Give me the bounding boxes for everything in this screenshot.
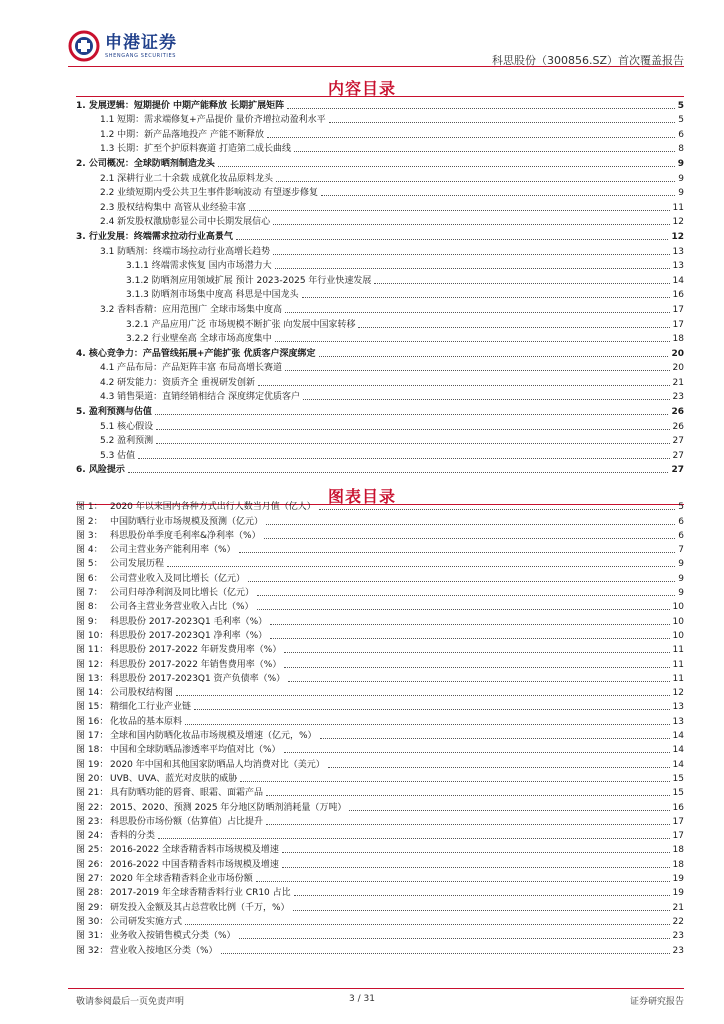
dot-leader <box>320 738 670 739</box>
company-logo <box>68 30 177 62</box>
toc-entry-text: 5. 盈利预测与估值 <box>76 407 152 418</box>
toc-entry-page: 8 <box>678 144 684 155</box>
dot-leader <box>156 429 669 430</box>
toc-entry-text: 5.1 核心假设 <box>100 421 154 432</box>
toc-entry-text: 4. 核心竞争力：产品管线拓展+产能扩张 优质客户深度绑定 <box>76 348 316 359</box>
dot-leader <box>221 953 670 954</box>
figure-entry-text: UVB、UVA、蓝光对皮肤的威胁 <box>110 773 238 784</box>
figure-entry[interactable] <box>76 670 684 684</box>
figure-entry-page: 15 <box>672 788 684 799</box>
dot-leader <box>176 695 670 696</box>
toc-entry-page: 17 <box>672 304 684 315</box>
figure-entry[interactable] <box>76 584 684 598</box>
dot-leader <box>270 624 669 625</box>
toc-list <box>76 96 684 475</box>
figure-entry[interactable] <box>76 813 684 827</box>
toc-entry-page: 12 <box>671 231 684 242</box>
figure-entry-text: 全球和国内防晒化妆品市场规模及增速（亿元，%） <box>110 731 317 742</box>
toc-entry-text: 1.2 中期：新产品落地投产 产能不断释放 <box>100 129 265 140</box>
figure-entry-label: 图 20： <box>76 773 109 784</box>
figure-entry[interactable] <box>76 798 684 812</box>
toc-entry[interactable] <box>76 432 684 447</box>
dot-leader <box>319 356 669 357</box>
dot-leader <box>284 667 669 668</box>
shengang-logo-icon <box>68 30 100 62</box>
figure-entry-text: 公司发展历程 <box>110 559 165 570</box>
toc-entry-page: 26 <box>671 407 684 418</box>
toc-entry[interactable] <box>76 402 684 417</box>
dot-leader <box>239 938 670 939</box>
dot-leader <box>321 195 675 196</box>
figure-entry[interactable] <box>76 784 684 798</box>
figure-entry-label: 图 3： <box>76 530 103 541</box>
figure-entry-text: 科思股份 2017-2023Q1 净利率（%） <box>110 630 268 641</box>
figure-entry-page: 13 <box>672 716 684 727</box>
figure-entry[interactable] <box>76 641 684 655</box>
page-header <box>68 30 684 66</box>
figure-entry-label: 图 6： <box>76 573 103 584</box>
dot-leader <box>294 895 670 896</box>
figure-entry-page: 6 <box>678 516 684 527</box>
figure-entry-text: 研发投入金额及其占总营收比例（千万，%） <box>110 902 290 913</box>
toc-entry-text: 3.2.2 行业壁垒高 全球市场高度集中 <box>126 334 272 345</box>
figure-entry[interactable] <box>76 527 684 541</box>
dot-leader <box>266 824 670 825</box>
figure-entry-page: 11 <box>672 673 684 684</box>
figure-entry[interactable] <box>76 841 684 855</box>
toc-entry[interactable] <box>76 300 684 315</box>
toc-entry-text: 2. 公司概况：全球防晒剂制造龙头 <box>76 158 215 169</box>
toc-entry[interactable] <box>76 417 684 432</box>
dot-leader <box>328 767 670 768</box>
figure-entry-text: 2017-2019 年全球香精香料行业 CR10 占比 <box>110 888 291 899</box>
toc-entry-text: 3.2 香料香精：应用范围广 全球市场集中度高 <box>100 304 283 315</box>
figure-entry-label: 图 30： <box>76 916 109 927</box>
dot-leader <box>167 566 675 567</box>
dot-leader <box>257 595 675 596</box>
figure-entry-text: 业务收入按销售模式分类（%） <box>110 931 236 942</box>
toc-entry-page: 11 <box>672 202 684 213</box>
figure-entry-page: 18 <box>672 845 684 856</box>
page-indicator: 3 / 31 <box>349 994 375 1004</box>
figure-entry-page: 9 <box>678 573 684 584</box>
dot-leader <box>248 581 675 582</box>
figure-entry-label: 图 23： <box>76 816 109 827</box>
figure-entry[interactable] <box>76 755 684 769</box>
figure-entry[interactable] <box>76 598 684 612</box>
toc-entry[interactable] <box>76 111 684 126</box>
figure-entry-label: 图 32： <box>76 945 109 956</box>
dot-leader <box>273 224 669 225</box>
figure-entry-label: 图 8： <box>76 602 103 613</box>
dot-leader <box>302 297 670 298</box>
dot-leader <box>138 458 669 459</box>
figure-entry-text: 科思股份市场份额（估算值）占比提升 <box>110 816 264 827</box>
figure-entry-page: 17 <box>672 831 684 842</box>
figure-entry-page: 19 <box>672 874 684 885</box>
figure-entry-text: 公司营业收入及同比增长（亿元） <box>110 573 246 584</box>
figure-entry-page: 9 <box>678 559 684 570</box>
figure-entry-page: 14 <box>672 745 684 756</box>
toc-entry[interactable] <box>76 315 684 330</box>
figure-entry-text: 2020 年以来国内各种方式出行人数当月值（亿人） <box>110 502 316 513</box>
figure-entry-page: 19 <box>672 888 684 899</box>
figure-entry[interactable] <box>76 569 684 583</box>
figure-entry[interactable] <box>76 684 684 698</box>
toc-entry-text: 1. 发展逻辑：短期提价 中期产能释放 长期扩展矩阵 <box>76 100 285 111</box>
figure-entry[interactable] <box>76 884 684 898</box>
dot-leader <box>185 924 670 925</box>
figure-entry[interactable] <box>76 655 684 669</box>
toc-entry-page: 17 <box>672 319 684 330</box>
figure-entry-text: 公司各主营业务营业收入占比（%） <box>110 602 254 613</box>
figure-entry[interactable] <box>76 627 684 641</box>
toc-entry[interactable] <box>76 213 684 228</box>
figure-entry[interactable] <box>76 498 684 512</box>
dot-leader <box>319 509 675 510</box>
dot-leader <box>158 838 670 839</box>
figure-entry[interactable] <box>76 741 684 755</box>
toc-entry-text: 3.1.1 终端需求恢复 国内市场潜力大 <box>126 261 272 272</box>
dot-leader <box>266 795 670 796</box>
dot-leader <box>293 910 670 911</box>
figure-entry-page: 6 <box>678 530 684 541</box>
figure-entry[interactable] <box>76 941 684 955</box>
toc-entry-page: 20 <box>671 348 684 359</box>
figure-entry-text: 2016-2022 全球香精香料市场规模及增速 <box>110 845 279 856</box>
dot-leader <box>240 781 669 782</box>
figure-entry[interactable] <box>76 927 684 941</box>
toc-entry-page: 27 <box>672 436 684 447</box>
figure-entry-text: 化妆品的基本原料 <box>110 716 183 727</box>
figure-entry-page: 21 <box>672 902 684 913</box>
toc-entry-page: 14 <box>672 275 684 286</box>
figure-entry-label: 图 7： <box>76 588 103 599</box>
dot-leader <box>156 443 669 444</box>
figure-entry-page: 23 <box>672 945 684 956</box>
footer-doc-type: 证券研究报告 <box>629 997 684 1007</box>
figure-entry-label: 图 19： <box>76 759 109 770</box>
dot-leader <box>273 254 669 255</box>
figure-entry-page: 11 <box>672 659 684 670</box>
figure-entry-page: 18 <box>672 859 684 870</box>
toc-entry[interactable] <box>76 271 684 286</box>
figure-entry-text: 公司主营业务产能利用率（%） <box>110 545 236 556</box>
toc-entry-page: 6 <box>678 129 684 140</box>
figure-entry-text: 营业收入按地区分类（%） <box>110 945 218 956</box>
toc-entry[interactable] <box>76 198 684 213</box>
figure-entry-text: 公司股权结构图 <box>110 688 174 699</box>
toc-entry-page: 13 <box>672 261 684 272</box>
figure-entry-text: 精细化工行业产业链 <box>110 702 192 713</box>
figure-entry-text: 香料的分类 <box>110 831 156 842</box>
toc-entry-page: 27 <box>671 465 684 476</box>
toc-entry-text: 3. 行业发展：终端需求拉动行业高景气 <box>76 231 233 242</box>
figure-entry-page: 10 <box>672 616 684 627</box>
dot-leader <box>194 709 670 710</box>
figure-entry[interactable] <box>76 712 684 726</box>
toc-entry[interactable] <box>76 388 684 403</box>
toc-title: 内容目录 <box>327 79 396 98</box>
figure-entry-label: 图 17： <box>76 731 109 742</box>
figure-entry-label: 图 28： <box>76 888 109 899</box>
toc-entry[interactable] <box>76 96 684 111</box>
figure-entry-page: 9 <box>678 588 684 599</box>
dot-leader <box>276 181 675 182</box>
figure-entry-label: 图 15： <box>76 702 109 713</box>
figure-entry-label: 图 10： <box>76 630 109 641</box>
figure-entry-page: 14 <box>672 759 684 770</box>
figure-entry-text: 科思股份 2017-2023Q1 资产负债率（%） <box>110 673 286 684</box>
toc-entry[interactable] <box>76 461 684 476</box>
toc-entry-text: 5.2 盈利预测 <box>100 436 154 447</box>
figure-entry-page: 15 <box>672 773 684 784</box>
toc-entry-text: 1.1 短期：需求端修复+产品提价 量价齐增拉动盈利水平 <box>100 115 326 126</box>
dot-leader <box>287 108 675 109</box>
figure-entry-page: 13 <box>672 702 684 713</box>
dot-leader <box>185 724 670 725</box>
figure-entry-label: 图 1： <box>76 502 103 513</box>
figure-entry[interactable] <box>76 727 684 741</box>
dot-leader <box>358 327 669 328</box>
figure-entry-label: 图 14： <box>76 688 109 699</box>
figure-entry-text: 科思股份 2017-2022 年研发费用率（%） <box>110 645 282 656</box>
figure-entry[interactable] <box>76 541 684 555</box>
dot-leader <box>285 312 670 313</box>
dot-leader <box>329 122 676 123</box>
toc-entry-text: 2.1 深耕行业二十余载 成就化妆品原料龙头 <box>100 173 274 184</box>
dot-leader <box>282 867 670 868</box>
toc-entry[interactable] <box>76 140 684 155</box>
toc-entry[interactable] <box>76 257 684 272</box>
figure-entry-label: 图 12： <box>76 659 109 670</box>
footer-divider <box>68 988 684 989</box>
figure-entry-page: 12 <box>672 688 684 699</box>
toc-entry-page: 20 <box>672 363 684 374</box>
figure-entry[interactable] <box>76 913 684 927</box>
dot-leader <box>294 151 675 152</box>
logo-chinese-name: 申港证券 <box>105 32 177 53</box>
toc-entry[interactable] <box>76 373 684 388</box>
toc-entry-page: 16 <box>672 290 684 301</box>
figure-entry-label: 图 22： <box>76 802 109 813</box>
figure-entry-page: 22 <box>672 916 684 927</box>
toc-entry[interactable] <box>76 184 684 199</box>
toc-entry-page: 23 <box>672 392 684 403</box>
figure-entry[interactable] <box>76 698 684 712</box>
figure-entry-page: 14 <box>672 731 684 742</box>
figure-entry-label: 图 2： <box>76 516 103 527</box>
dot-leader <box>349 810 669 811</box>
header-divider <box>68 66 684 67</box>
figure-entry-text: 科思股份单季度毛利率&净利率（%） <box>110 530 261 541</box>
figure-entry-page: 10 <box>672 602 684 613</box>
dot-leader <box>303 399 670 400</box>
figure-entry-label: 图 9： <box>76 616 103 627</box>
toc-entry[interactable] <box>76 169 684 184</box>
figure-entry[interactable] <box>76 512 684 526</box>
figure-entry-page: 23 <box>672 931 684 942</box>
figure-entry-page: 16 <box>672 802 684 813</box>
toc-entry[interactable] <box>76 344 684 359</box>
dot-leader <box>258 385 670 386</box>
dot-leader <box>257 609 670 610</box>
figures-list <box>76 498 684 956</box>
toc-entry-text: 3.2.1 产品应用广泛 市场规模不断扩张 向发展中国家转移 <box>126 319 356 330</box>
dot-leader <box>239 552 676 553</box>
toc-entry-page: 27 <box>672 450 684 461</box>
dot-leader <box>288 681 669 682</box>
figure-entry-label: 图 24： <box>76 831 109 842</box>
figure-entry-label: 图 16： <box>76 716 109 727</box>
footer-disclaimer: 敬请参阅最后一页免责声明 <box>76 997 185 1007</box>
toc-entry-text: 1.3 长期：扩至个护原料赛道 打造第二成长曲线 <box>100 144 292 155</box>
figure-entry-label: 图 31： <box>76 931 109 942</box>
figure-entry-label: 图 29： <box>76 902 109 913</box>
toc-entry[interactable] <box>76 125 684 140</box>
figure-entry-label: 图 21： <box>76 788 109 799</box>
dot-leader <box>284 652 669 653</box>
toc-entry-text: 4.2 研发能力：资质齐全 重视研发创新 <box>100 377 256 388</box>
dot-leader <box>128 472 669 473</box>
figure-entry[interactable] <box>76 827 684 841</box>
toc-entry-page: 5 <box>677 100 684 111</box>
figure-entry[interactable] <box>76 770 684 784</box>
toc-entry-page: 26 <box>672 421 684 432</box>
figure-entry-page: 17 <box>672 816 684 827</box>
figures-title: 图表目录 <box>327 487 396 506</box>
toc-entry[interactable] <box>76 286 684 301</box>
toc-entry[interactable] <box>76 242 684 257</box>
toc-entry[interactable] <box>76 446 684 461</box>
figure-entry-text: 2020 年全球香精香料企业市场份额 <box>110 874 253 885</box>
figure-entry[interactable] <box>76 870 684 884</box>
figure-entry-label: 图 27： <box>76 874 109 885</box>
figure-entry-text: 具有防晒功能的唇膏、眼霜、面霜产品 <box>110 788 264 799</box>
figure-entry-text: 科思股份 2017-2022 年销售费用率（%） <box>110 659 282 670</box>
figure-entry-text: 公司研发实施方式 <box>110 916 183 927</box>
toc-entry-page: 12 <box>672 217 684 228</box>
dot-leader <box>249 210 670 211</box>
figure-entry-text: 科思股份 2017-2023Q1 毛利率（%） <box>110 616 268 627</box>
report-title: 科思股份（300856.SZ）首次覆盖报告 <box>491 54 684 67</box>
dot-leader <box>266 524 675 525</box>
figure-entry[interactable] <box>76 898 684 912</box>
dot-leader <box>256 881 670 882</box>
figure-entry-page: 10 <box>672 630 684 641</box>
dot-leader <box>155 414 669 415</box>
toc-entry-text: 4.3 销售渠道：直销经销相结合 深度绑定优质客户 <box>100 392 301 403</box>
toc-entry[interactable] <box>76 154 684 169</box>
figure-entry-text: 2020 年中国和其他国家防晒品人均消费对比（美元） <box>110 759 325 770</box>
figure-entry-label: 图 4： <box>76 545 103 556</box>
toc-entry-page: 9 <box>677 158 684 169</box>
figure-entry[interactable] <box>76 855 684 869</box>
toc-entry-page: 9 <box>678 188 684 199</box>
figure-entry-text: 2015、2020、预测 2025 年分地区防晒剂消耗量（万吨） <box>110 802 347 813</box>
toc-entry-text: 3.1.2 防晒剂应用领域扩展 预计 2023-2025 年行业快速发展 <box>126 275 372 286</box>
toc-entry-page: 18 <box>672 334 684 345</box>
figure-entry-label: 图 5： <box>76 559 103 570</box>
dot-leader <box>275 268 670 269</box>
figure-entry-page: 5 <box>678 502 684 513</box>
toc-entry-page: 5 <box>678 115 684 126</box>
toc-entry-text: 2.2 业绩短期内受公共卫生事件影响波动 有望逐步修复 <box>100 188 319 199</box>
toc-entry-text: 5.3 估值 <box>100 450 136 461</box>
figure-entry-text: 公司归母净利润及同比增长（亿元） <box>110 588 255 599</box>
dot-leader <box>282 852 670 853</box>
toc-entry[interactable] <box>76 227 684 242</box>
logo-english-name: SHENGANG SECURITIES <box>105 52 177 59</box>
dot-leader <box>236 239 669 240</box>
figure-entry-label: 图 11： <box>76 645 109 656</box>
figure-entry-text: 2016-2022 中国香精香料市场规模及增速 <box>110 859 279 870</box>
toc-entry-text: 3.1 防晒剂：终端市场拉动行业高增长趋势 <box>100 246 271 257</box>
figure-entry-page: 11 <box>672 645 684 656</box>
toc-entry[interactable] <box>76 359 684 374</box>
dot-leader <box>374 283 669 284</box>
dot-leader <box>284 752 670 753</box>
figure-entry[interactable] <box>76 612 684 626</box>
toc-entry-text: 4.1 产品布局：产品矩阵丰富 布局高增长赛道 <box>100 363 283 374</box>
dot-leader <box>264 538 676 539</box>
toc-entry[interactable] <box>76 330 684 345</box>
toc-entry-page: 13 <box>672 246 684 257</box>
dot-leader <box>270 638 669 639</box>
toc-entry-page: 21 <box>672 377 684 388</box>
figure-entry[interactable] <box>76 555 684 569</box>
dot-leader <box>218 166 675 167</box>
figure-entry-text: 中国和全球防晒品渗透率平均值对比（%） <box>110 745 281 756</box>
dot-leader <box>267 137 675 138</box>
toc-entry-text: 2.4 新发股权激励彰显公司中长期发展信心 <box>100 217 271 228</box>
figure-entry-label: 图 13： <box>76 673 109 684</box>
toc-entry-text: 6. 风险提示 <box>76 465 125 476</box>
figure-entry-label: 图 26： <box>76 859 109 870</box>
toc-entry-text: 2.3 股权结构集中 高管从业经验丰富 <box>100 202 247 213</box>
dot-leader <box>285 370 670 371</box>
figure-entry-text: 中国防晒行业市场规模及预测（亿元） <box>110 516 264 527</box>
figure-entry-label: 图 18： <box>76 745 109 756</box>
figure-entry-page: 7 <box>678 545 684 556</box>
toc-entry-page: 9 <box>678 173 684 184</box>
toc-entry-text: 3.1.3 防晒剂市场集中度高 科思是中国龙头 <box>126 290 299 301</box>
figure-entry-label: 图 25： <box>76 845 109 856</box>
dot-leader <box>275 341 670 342</box>
